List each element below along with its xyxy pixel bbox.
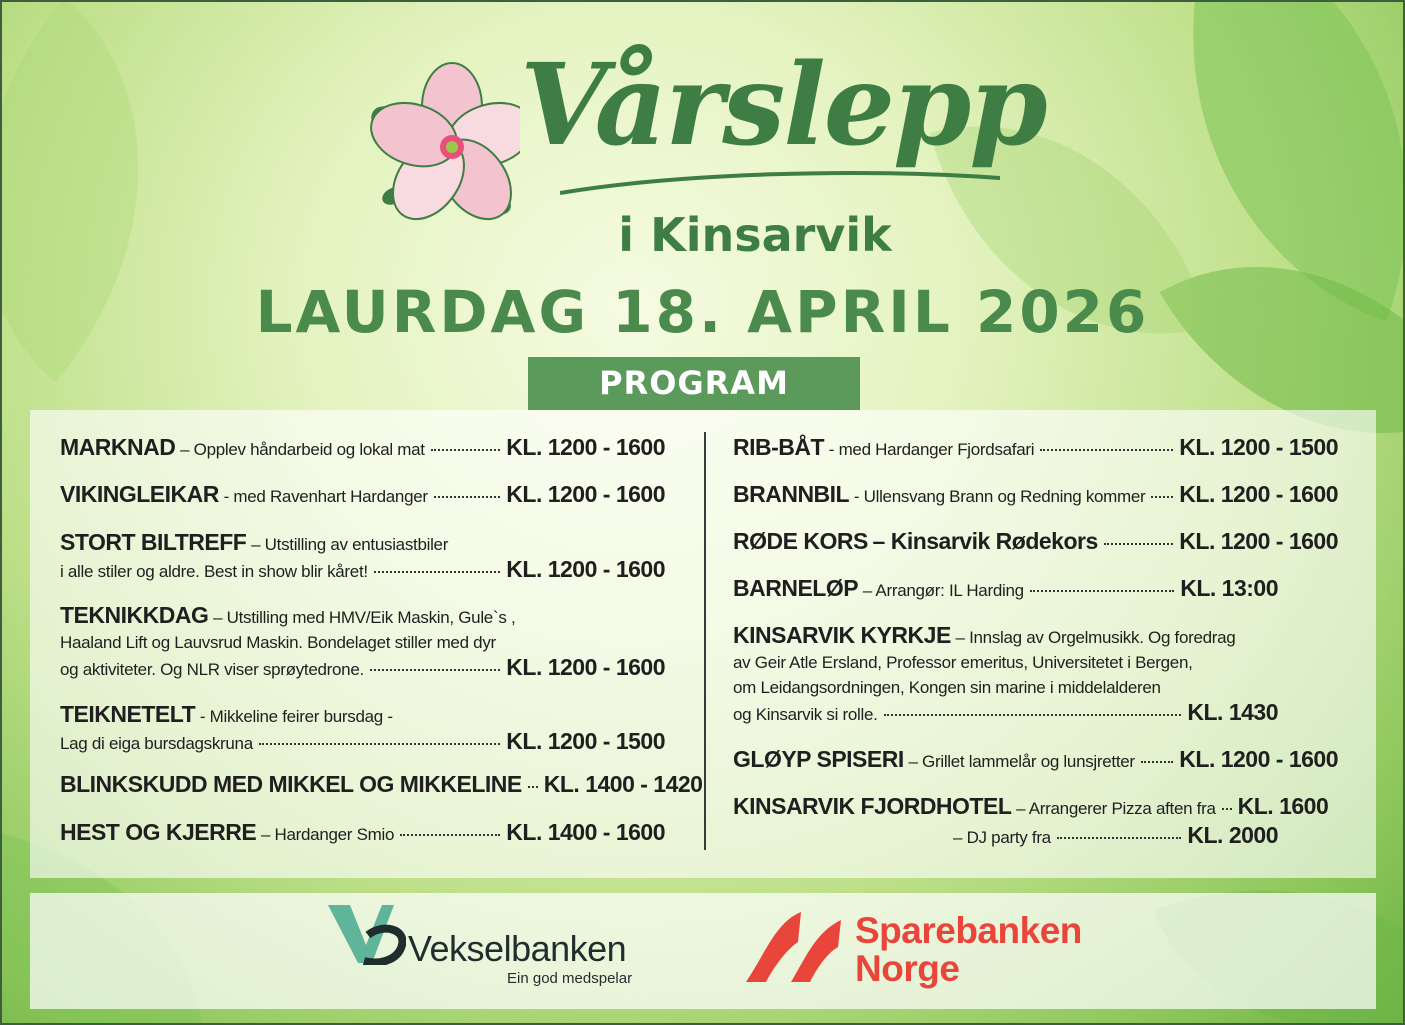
entry-desc: – Kinsarvik Rødekors [872,528,1098,554]
entry-title: STORT BILTREFF [60,529,247,555]
entry-desc: – Arrangør: IL Harding [862,581,1024,600]
page-title: Vårslepp [520,40,1046,171]
sparebanken-name [855,912,1082,988]
entry-desc: – Utstilling av entusiastbiler [251,535,449,554]
entry-desc: – Hardanger Smio [260,825,395,844]
program-entry [60,482,665,509]
event-date: LAURDAG 18. APRIL 2026 [255,278,1150,346]
entry-time: KL. 1200 - 1600 [506,654,665,680]
entry-desc: - Ullensvang Brann og Redning kommer [853,487,1146,506]
sponsor-bar [30,893,1376,1009]
sparebanken-logo-icon [746,912,841,982]
entry-desc: – Innslag av Orgelmusikk. Og foredrag [955,628,1236,647]
program-entry [60,820,665,847]
entry-title: KINSARVIK FJORDHOTEL [733,793,1012,819]
entry-time: KL. 1200 - 1600 [1179,528,1338,554]
program-label: PROGRAM [528,357,860,410]
entry-title: BLINKSKUDD MED MIKKEL OG MIKKELINE [60,771,522,797]
entry-title: MARKNAD [60,434,176,460]
program-entry [60,771,703,797]
entry-desc: i alle stiler og aldre. Best in show blir kåret! [60,562,368,581]
program-entry [733,623,1278,727]
entry-desc: - Mikkeline feirer bursdag - [199,707,393,726]
header [0,0,1405,410]
sparebanken-name-line1: Sparebanken [855,910,1082,951]
entry-time: KL. 1400 - 1420 [543,771,703,797]
entry-time: KL. 1400 - 1600 [506,819,665,845]
entry-time: KL. 1200 - 1500 [1179,434,1338,460]
entry-desc: og aktiviteter. Og NLR viser sprøytedrone. [60,660,364,679]
entry-desc: Lag di eiga bursdagskruna [60,734,253,753]
entry-time: KL. 1200 - 1600 [1179,481,1338,507]
program-entry [733,529,1338,556]
entry-desc: - med Ravenhart Hardanger [223,487,428,506]
entry-time: KL. 1200 - 1600 [506,434,665,460]
entry-desc: – Utstilling med HMV/Eik Maskin, Gule`s , [213,608,516,627]
program-entry [733,435,1338,462]
entry-desc: av Geir Atle Ersland, Professor emeritus, Universitetet i Bergen, [733,653,1193,672]
entry-time: KL. 2000 [1187,822,1278,848]
vekselbanken-logo-icon [328,905,406,965]
entry-title: RIB-BÅT [733,434,825,460]
entry-desc: – Grillet lammelår og lunsjretter [908,752,1135,771]
program-entry [60,603,665,682]
program-entry [733,747,1338,774]
entry-desc: - med Hardanger Fjordsafari [828,440,1035,459]
title-swash [560,168,1000,198]
entry-desc: Haaland Lift og Lauvsrud Maskin. Bondelaget stiller med dyr [60,633,496,652]
entry-time: KL. 1200 - 1600 [506,556,665,582]
entry-desc: – Opplev håndarbeid og lokal mat [180,440,425,459]
entry-desc: om Leidangsordningen, Kongen sin marine i middelalderen [733,678,1161,697]
entry-desc: – Arrangerer Pizza aften fra [1016,799,1216,818]
vekselbanken-tagline: Ein god medspelar [507,970,633,987]
entry-time: KL. 1430 [1187,699,1278,725]
program-entry [733,576,1278,603]
entry-time: KL. 1200 - 1500 [506,728,665,754]
column-divider [704,432,706,850]
entry-desc: og Kinsarvik si rolle. [733,705,878,724]
entry-title: RØDE KORS [733,528,868,554]
entry-desc: – DJ party fra [953,828,1051,847]
vekselbanken-name: Vekselbanken [408,928,627,969]
entry-title: BARNELØP [733,575,859,601]
sparebanken-name-line2: Norge [855,948,960,989]
program-entry [953,823,1278,850]
program-entry [733,482,1338,509]
program-entry [733,793,1329,821]
entry-time: KL. 1600 [1237,793,1329,819]
entry-time: KL. 1200 - 1600 [1179,746,1338,772]
entry-title: HEST OG KJERRE [60,819,257,845]
entry-title: VIKINGLEIKAR [60,481,219,507]
entry-time: KL. 1200 - 1600 [506,481,665,507]
entry-title: BRANNBIL [733,481,850,507]
entry-title: GLØYP SPISERI [733,746,904,772]
entry-title: TEKNIKKDAG [60,602,209,628]
entry-time: KL. 13:00 [1180,575,1278,601]
entry-title: TEIKNETELT [60,701,196,727]
flower-icon [360,62,520,232]
entry-title: KINSARVIK KYRKJE [733,622,951,648]
program-entry [60,702,665,756]
program-entry [60,435,665,462]
program-entry [60,530,665,584]
page-subtitle: i Kinsarvik [618,208,892,262]
